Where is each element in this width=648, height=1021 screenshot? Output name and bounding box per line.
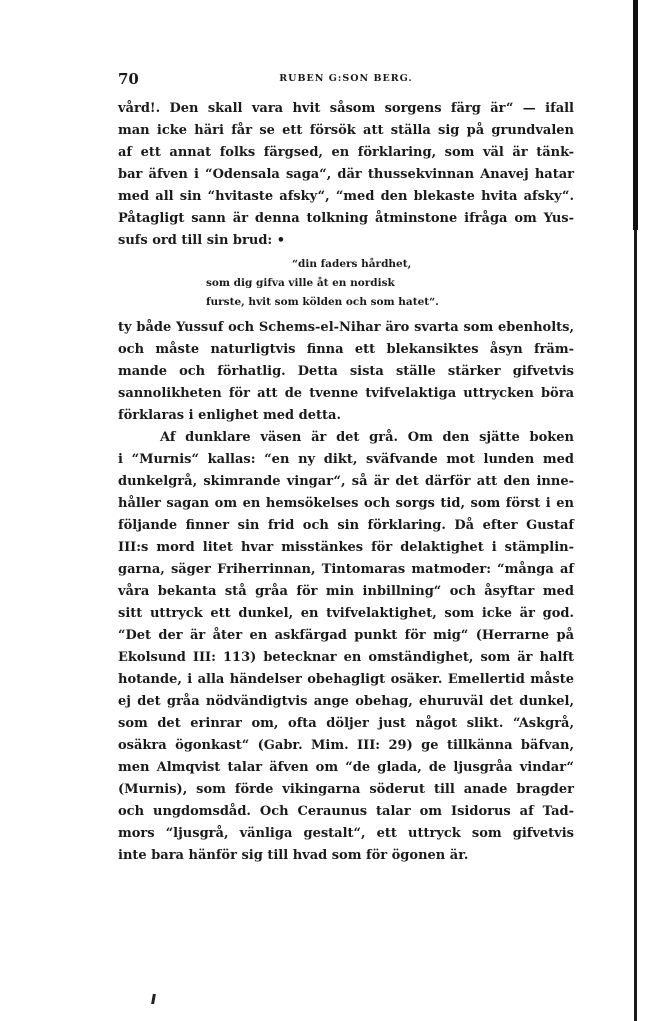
text-line: följande finner sin frid och sin förklaring. Då efter Gustaf [118,518,574,533]
text-line: mors “ljusgrå, vänliga gestalt“, ett uttryck som gifvetvis [118,826,574,841]
text-line: men Almqvist talar äfven om “de glada, de ljusgråa vindar“ [118,760,574,775]
text-line: håller sagan om en hemsökelses och sorgs tid, som först i en [118,496,574,511]
text-line: förklaras i enlighet med detta. [118,408,341,423]
text-line: III:s mord litet hvar misstänkes för delaktighet i stämplin- [118,540,574,555]
page-header [118,70,574,90]
text-line: garna, säger Friherrinnan, Tintomaras matmoder: “många af [118,562,574,577]
page-edge-line [634,0,637,1021]
text-line: “Det der är åter en askfärgad punkt för mig“ (Herrarne på [118,628,574,643]
text-line: sufs ord till sin brud: • [118,233,286,248]
text-line: Ekolsund III: 113) betecknar en omständighet, som är halft [118,650,574,665]
text-line: hotande, i alla händelser obehagligt osäker. Emellertid måste [118,672,574,687]
text-line: osäkra ögonkast“ (Gabr. Mim. III: 29) ge tillkänna bäfvan, [118,738,574,753]
text-line: med all sin “hvitaste afsky“, “med den blekaste hvita afsky“. [118,189,574,204]
text-line: sannolikheten för att de tvenne tvifvelaktiga uttrycken böra [118,386,574,401]
text-line: och ungdomsdåd. Och Ceraunus talar om Isidorus af Tad- [118,804,574,819]
text-line: ej det gråa nödvändigtvis ange obehag, ehuruväl det dunkel, [118,694,574,709]
running-head: RUBEN G:SON BERG. [279,73,413,84]
text-line: Af dunklare väsen är det grå. Om den sjätte boken [160,430,574,445]
quote-line: “din faders hårdhet, [292,258,412,270]
page-number: 70 [118,70,139,88]
text-line: i “Murnis“ kallas: “en ny dikt, sväfvande mot lunden med [118,452,574,467]
text-line: vård!. Den skall vara hvit såsom sorgens färg är“ — ifall [118,101,574,116]
text-line: bar äfven i “Odensala saga“, där thussekvinnan Anavej hatar [118,167,574,182]
text-line: inte bara hänför sig till hvad som för ögonen är. [118,848,469,863]
text-line: (Murnis), som förde vikingarna söderut till anade bragder [118,782,574,797]
text-line: och måste naturligtvis finna ett blekansiktes åsyn främ- [118,342,574,357]
ink-mark [151,994,156,1004]
text-line: af ett annat folks färgsed, en förklaring, som väl är tänk- [118,145,574,160]
text-line: Påtagligt sann är denna tolkning åtminstone ifråga om Yus- [118,211,574,226]
quote-line: som dig gifva ville åt en nordisk [206,277,395,289]
quote-line: furste, hvit som kölden och som hatet“. [206,296,439,308]
text-line: våra bekanta stå gråa för min inbillning“ och åsyftar med [118,584,574,599]
text-line: man icke häri får se ett försök att ställa sig på grundvalen [118,123,574,138]
text-line: ty både Yussuf och Schems-el-Nihar äro svarta som ebenholts, [118,320,574,335]
text-line: mande och förhatlig. Detta sista ställe stärker gifvetvis [118,364,574,379]
text-line: sitt uttryck ett dunkel, en tvifvelaktighet, som icke är god. [118,606,574,621]
text-line: som det erinrar om, ofta döljer just något slikt. “Askgrå, [118,716,574,731]
text-line: dunkelgrå, skimrande vingar“, så är det därför att den inne- [118,474,574,489]
